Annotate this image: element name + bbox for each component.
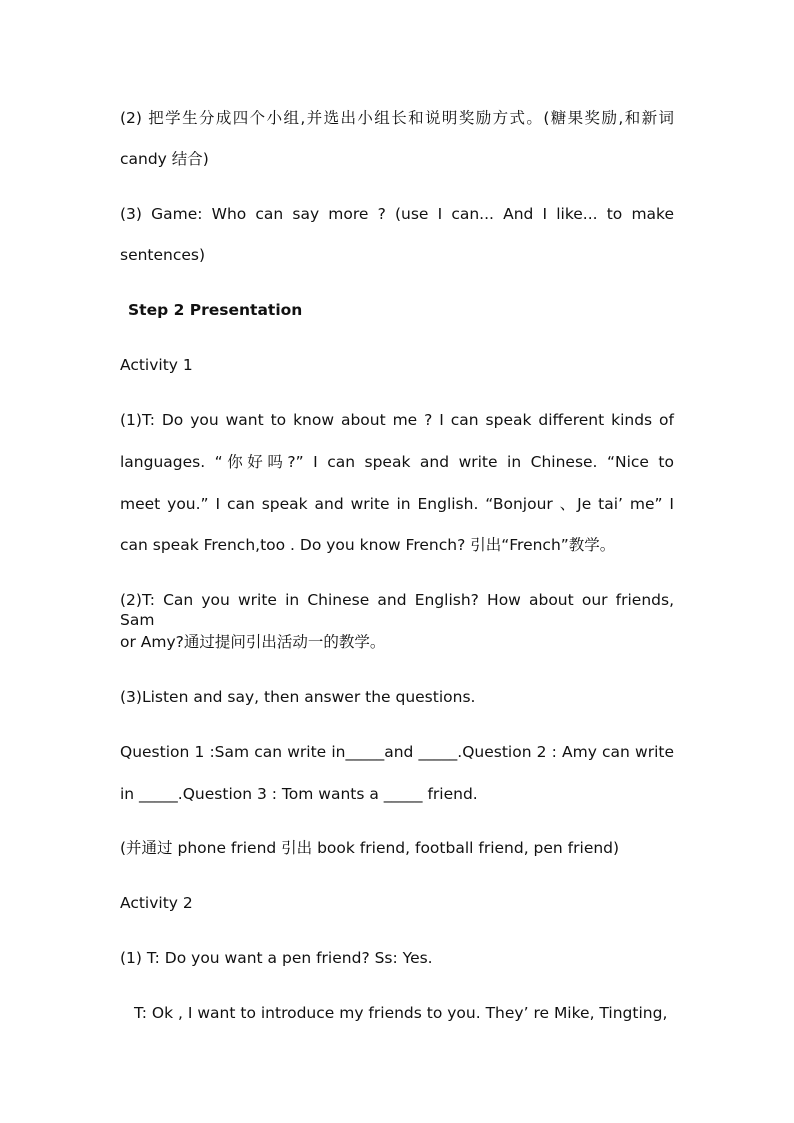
- paragraph-line-13: (3)Listen and say, then answer the questions.: [120, 688, 476, 706]
- paragraph-line-10: can speak French,too . Do you know French? 引出“French”教学。: [120, 536, 616, 554]
- paragraph-line-7: (1)T: Do you want to know about me ? I can speak different kinds of: [120, 411, 674, 429]
- paragraph-line-18: (1) T: Do you want a pen friend? Ss: Yes.: [120, 949, 433, 967]
- section-heading: Step 2 Presentation: [128, 301, 303, 319]
- paragraph-line-3: (3) Game: Who can say more ? (use I can... And I like... to make: [120, 205, 674, 223]
- paragraph-line-11: (2)T: Can you write in Chinese and English? How about our friends, Sam: [120, 591, 674, 629]
- paragraph-line-1: (2) 把学生分成四个小组,并选出小组长和说明奖励方式。(糖果奖励,和新词: [120, 109, 674, 127]
- paragraph-line-4: sentences): [120, 246, 206, 264]
- activity-2-heading: Activity 2: [120, 894, 193, 912]
- activity-1-heading: Activity 1: [120, 356, 193, 374]
- paragraph-line-16: (并通过 phone friend 引出 book friend, football friend, pen friend): [120, 839, 620, 857]
- paragraph-line-8: languages. “你好吗?” I can speak and write in Chinese. “Nice to: [120, 453, 674, 471]
- paragraph-line-14: Question 1 :Sam can write in_____and _____.Question 2 : Amy can write: [120, 743, 674, 761]
- paragraph-line-2: candy 结合): [120, 150, 209, 168]
- paragraph-line-12: or Amy?通过提问引出活动一的教学。: [120, 633, 386, 651]
- paragraph-line-15: in _____.Question 3 : Tom wants a _____ friend.: [120, 785, 478, 803]
- paragraph-line-19: T: Ok , I want to introduce my friends to you. They’ re Mike, Tingting,: [134, 1004, 668, 1022]
- paragraph-line-9: meet you.” I can speak and write in English. “Bonjour 、Je tai’ me” I: [120, 495, 674, 513]
